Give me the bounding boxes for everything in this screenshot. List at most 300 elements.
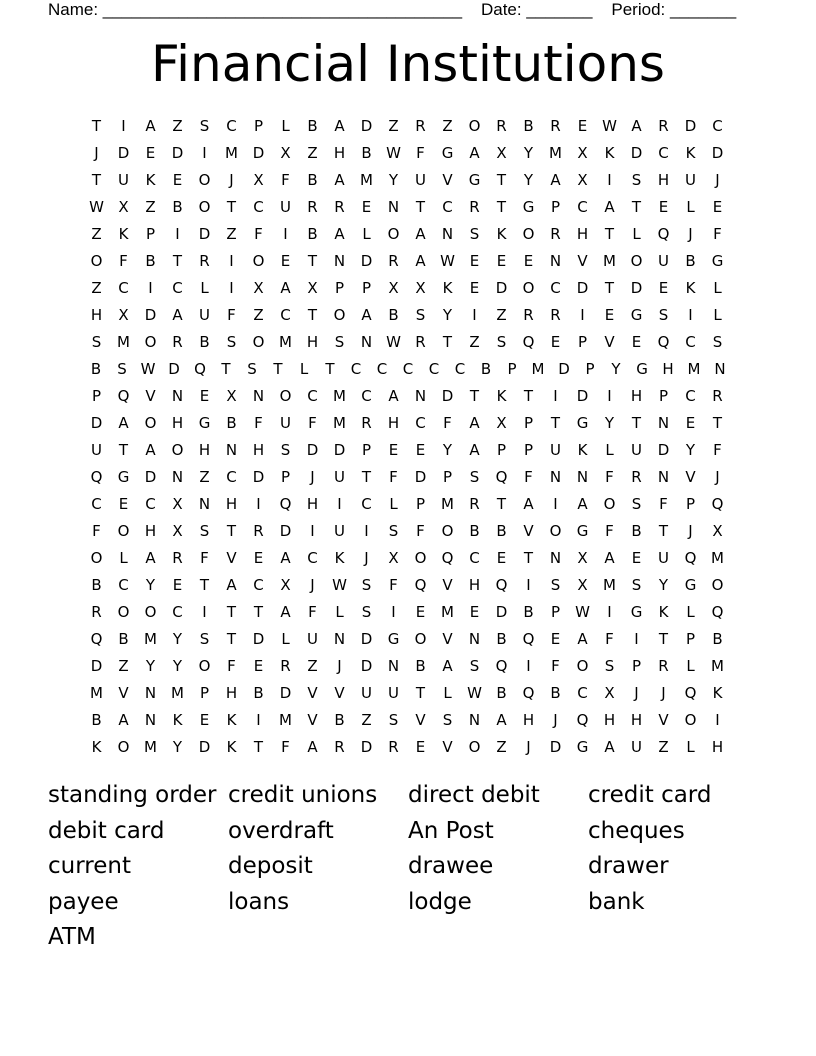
word-bank-item: drawer — [588, 853, 669, 880]
grid-letter: X — [172, 495, 183, 513]
grid-letter: L — [335, 603, 344, 621]
grid-letter: L — [686, 198, 695, 216]
grid-letter: P — [507, 360, 517, 378]
word-bank-item: debit card — [48, 817, 165, 844]
grid-letter: E — [469, 279, 480, 297]
grid-letter: V — [118, 684, 129, 702]
grid-letter: N — [360, 333, 373, 351]
grid-letter: K — [334, 549, 345, 567]
grid-letter: K — [685, 144, 696, 162]
grid-letter: N — [225, 441, 238, 459]
grid-letter: M — [687, 360, 701, 378]
grid-letter: H — [306, 333, 319, 351]
grid-letter: X — [388, 279, 399, 297]
grid-letter: O — [387, 225, 400, 243]
grid-letter: B — [480, 360, 492, 378]
grid-letter: U — [280, 198, 291, 216]
grid-letter: E — [658, 198, 669, 216]
grid-letter: E — [361, 198, 372, 216]
worksheet-header: Name: ______________________________________ Date: _______ Period: _______ — [48, 0, 737, 19]
grid-letter: E — [280, 252, 291, 270]
grid-letter: Y — [388, 171, 399, 189]
grid-letter: C — [454, 360, 466, 378]
grid-letter: P — [658, 387, 669, 405]
grid-letter: V — [442, 576, 453, 594]
grid-row — [83, 572, 733, 599]
grid-letter: X — [496, 414, 507, 432]
grid-letter: T — [604, 225, 615, 243]
grid-letter: S — [199, 117, 210, 135]
grid-letter: A — [307, 738, 318, 756]
grid-letter: F — [713, 441, 722, 459]
grid-letter: P — [280, 468, 291, 486]
grid-letter: D — [441, 387, 454, 405]
grid-letter: P — [361, 441, 372, 459]
grid-letter: M — [90, 684, 103, 702]
grid-letter: A — [604, 738, 615, 756]
grid-letter: F — [92, 522, 101, 540]
grid-letter: B — [334, 711, 345, 729]
grid-letter: N — [576, 468, 589, 486]
grid-letter: N — [714, 360, 726, 378]
grid-letter: J — [688, 225, 693, 243]
grid-letter: J — [634, 684, 639, 702]
grid-letter: J — [310, 468, 315, 486]
grid-letter: T — [523, 549, 534, 567]
grid-letter: Y — [611, 360, 621, 378]
grid-letter: N — [171, 468, 184, 486]
grid-letter: Z — [388, 117, 399, 135]
grid-letter: S — [550, 576, 561, 594]
grid-letter: Z — [307, 657, 318, 675]
grid-letter: O — [171, 441, 184, 459]
grid-letter: D — [495, 603, 508, 621]
grid-letter: Z — [91, 225, 102, 243]
grid-letter: M — [360, 171, 373, 189]
grid-letter: X — [307, 279, 318, 297]
word-bank-item: current — [48, 853, 131, 880]
grid-letter: R — [361, 414, 372, 432]
grid-letter: C — [361, 495, 372, 513]
grid-letter: D — [684, 117, 697, 135]
grid-letter: U — [550, 441, 561, 459]
grid-letter: T — [469, 387, 480, 405]
grid-letter: O — [333, 306, 346, 324]
grid-letter: I — [472, 306, 477, 324]
grid-letter: F — [416, 144, 425, 162]
grid-letter: Q — [657, 225, 670, 243]
grid-letter: M — [603, 576, 616, 594]
grid-letter: N — [468, 711, 481, 729]
grid-letter: R — [523, 306, 534, 324]
grid-letter: B — [91, 576, 102, 594]
grid-letter: R — [658, 657, 669, 675]
grid-letter: T — [658, 522, 669, 540]
grid-letter: E — [604, 306, 615, 324]
grid-letter: D — [360, 657, 373, 675]
grid-letter: X — [280, 144, 291, 162]
grid-row — [83, 275, 733, 302]
grid-letter: M — [441, 603, 454, 621]
grid-letter: N — [657, 414, 670, 432]
grid-letter: F — [713, 225, 722, 243]
grid-letter: P — [685, 495, 696, 513]
grid-letter: Y — [442, 306, 453, 324]
word-bank-item: deposit — [228, 853, 313, 880]
grid-letter: P — [253, 117, 264, 135]
grid-letter: D — [657, 441, 670, 459]
grid-letter: T — [199, 576, 210, 594]
grid-letter: E — [172, 171, 183, 189]
grid-letter: R — [388, 252, 399, 270]
grid-row — [83, 113, 733, 140]
grid-letter: C — [172, 603, 183, 621]
grid-letter: A — [118, 414, 129, 432]
grid-letter: L — [200, 279, 209, 297]
grid-letter: C — [428, 360, 440, 378]
grid-letter: W — [89, 198, 104, 216]
grid-letter: S — [199, 522, 210, 540]
grid-letter: A — [334, 171, 345, 189]
grid-letter: B — [415, 657, 426, 675]
grid-letter: M — [711, 549, 724, 567]
grid-letter: B — [145, 252, 156, 270]
grid-letter: S — [469, 657, 480, 675]
grid-letter: H — [468, 576, 481, 594]
grid-letter: X — [280, 576, 291, 594]
grid-row — [83, 329, 733, 356]
grid-letter: X — [253, 171, 264, 189]
grid-letter: Z — [658, 738, 669, 756]
grid-letter: O — [90, 549, 103, 567]
grid-letter: T — [361, 468, 372, 486]
grid-letter: T — [496, 171, 507, 189]
grid-letter: K — [226, 738, 237, 756]
grid-letter: B — [307, 117, 318, 135]
grid-letter: C — [550, 279, 561, 297]
grid-letter: J — [337, 657, 342, 675]
grid-letter: Q — [90, 468, 103, 486]
grid-letter: T — [91, 117, 102, 135]
grid-letter: O — [144, 333, 157, 351]
grid-letter: H — [630, 711, 643, 729]
grid-letter: Z — [442, 117, 453, 135]
grid-letter: N — [441, 225, 454, 243]
grid-letter: K — [118, 225, 129, 243]
grid-letter: E — [415, 441, 426, 459]
grid-letter: W — [602, 117, 617, 135]
grid-letter: B — [307, 225, 318, 243]
grid-letter: Q — [711, 495, 724, 513]
grid-letter: O — [117, 738, 130, 756]
grid-letter: R — [550, 306, 561, 324]
grid-letter: U — [388, 684, 399, 702]
grid-letter: H — [306, 495, 319, 513]
grid-letter: U — [334, 468, 345, 486]
grid-letter: O — [198, 657, 211, 675]
grid-letter: N — [333, 630, 346, 648]
grid-letter: E — [118, 495, 129, 513]
grid-letter: D — [495, 279, 508, 297]
grid-letter: T — [226, 603, 237, 621]
grid-letter: D — [333, 441, 346, 459]
grid-letter: E — [496, 549, 507, 567]
grid-letter: I — [607, 603, 612, 621]
grid-letter: D — [90, 414, 103, 432]
grid-letter: P — [631, 657, 642, 675]
grid-letter: T — [273, 360, 283, 378]
grid-letter: N — [333, 252, 346, 270]
grid-letter: E — [631, 549, 642, 567]
grid-letter: Z — [226, 225, 237, 243]
grid-letter: O — [576, 657, 589, 675]
grid-letter: S — [631, 576, 642, 594]
grid-letter: V — [226, 549, 237, 567]
grid-letter: Z — [172, 117, 183, 135]
grid-letter: W — [440, 252, 455, 270]
grid-letter: I — [580, 306, 585, 324]
word-bank-item: drawee — [408, 853, 494, 880]
grid-letter: A — [631, 117, 642, 135]
word-bank-item: overdraft — [228, 817, 334, 844]
grid-letter: Q — [90, 630, 103, 648]
grid-letter: T — [658, 630, 669, 648]
grid-letter: E — [253, 657, 264, 675]
grid-letter: U — [199, 306, 210, 324]
grid-letter: H — [387, 414, 400, 432]
grid-letter: A — [577, 630, 588, 648]
grid-letter: A — [469, 414, 480, 432]
grid-letter: N — [252, 387, 265, 405]
grid-row — [83, 491, 733, 518]
grid-letter: R — [415, 333, 426, 351]
grid-letter: Q — [279, 495, 292, 513]
grid-letter: D — [252, 144, 265, 162]
grid-letter: I — [607, 387, 612, 405]
grid-letter: S — [361, 576, 372, 594]
grid-letter: H — [333, 144, 346, 162]
grid-letter: E — [685, 414, 696, 432]
grid-letter: U — [658, 252, 669, 270]
grid-letter: V — [604, 333, 615, 351]
grid-letter: S — [415, 306, 426, 324]
grid-letter: O — [441, 522, 454, 540]
grid-letter: F — [389, 468, 398, 486]
grid-letter: H — [171, 414, 184, 432]
grid-letter: V — [685, 468, 696, 486]
grid-letter: L — [686, 738, 695, 756]
grid-letter: C — [226, 117, 237, 135]
grid-letter: B — [712, 630, 723, 648]
grid-letter: F — [227, 657, 236, 675]
grid-letter: K — [658, 603, 669, 621]
grid-letter: M — [441, 495, 454, 513]
grid-letter: A — [280, 279, 291, 297]
grid-letter: Q — [194, 360, 206, 378]
grid-letter: E — [415, 738, 426, 756]
grid-letter: N — [387, 198, 400, 216]
grid-letter: W — [467, 684, 482, 702]
grid-letter: N — [657, 468, 670, 486]
word-bank-item: ATM — [48, 924, 96, 951]
grid-letter: D — [549, 738, 562, 756]
grid-letter: E — [415, 603, 426, 621]
grid-letter: W — [140, 360, 156, 378]
grid-letter: J — [688, 522, 693, 540]
grid-letter: S — [496, 333, 507, 351]
grid-letter: I — [256, 711, 261, 729]
grid-letter: P — [442, 468, 453, 486]
grid-letter: A — [415, 252, 426, 270]
grid-letter: I — [202, 144, 207, 162]
grid-letter: V — [523, 522, 534, 540]
grid-letter: X — [226, 387, 237, 405]
grid-letter: C — [118, 279, 129, 297]
grid-letter: F — [227, 306, 236, 324]
grid-letter: X — [388, 549, 399, 567]
grid-letter: C — [118, 576, 129, 594]
grid-letter: L — [362, 225, 371, 243]
grid-letter: S — [117, 360, 127, 378]
grid-letter: Q — [495, 576, 508, 594]
grid-letter: D — [252, 630, 265, 648]
grid-row — [83, 734, 733, 761]
grid-letter: M — [117, 333, 130, 351]
grid-letter: M — [333, 387, 346, 405]
grid-letter: D — [711, 144, 724, 162]
grid-letter: M — [603, 252, 616, 270]
grid-letter: U — [631, 738, 642, 756]
grid-letter: R — [415, 117, 426, 135]
grid-letter: N — [549, 549, 562, 567]
grid-letter: O — [603, 495, 616, 513]
grid-letter: K — [91, 738, 102, 756]
grid-letter: V — [442, 738, 453, 756]
grid-letter: M — [144, 630, 157, 648]
grid-letter: G — [684, 576, 697, 594]
grid-letter: B — [199, 333, 210, 351]
grid-letter: D — [558, 360, 570, 378]
grid-letter: Q — [414, 576, 427, 594]
grid-row — [83, 437, 733, 464]
grid-letter: J — [715, 171, 720, 189]
grid-letter: L — [389, 495, 398, 513]
grid-letter: T — [221, 360, 231, 378]
grid-letter: L — [281, 117, 290, 135]
grid-letter: C — [658, 144, 669, 162]
grid-letter: V — [145, 387, 156, 405]
grid-letter: I — [688, 306, 693, 324]
grid-letter: Q — [576, 711, 589, 729]
grid-letter: R — [172, 333, 183, 351]
grid-letter: M — [144, 738, 157, 756]
grid-letter: S — [91, 333, 102, 351]
grid-letter: O — [522, 225, 535, 243]
grid-letter: H — [198, 441, 211, 459]
grid-letter: C — [91, 495, 102, 513]
grid-letter: C — [145, 495, 156, 513]
grid-letter: B — [226, 414, 237, 432]
grid-letter: O — [117, 522, 130, 540]
grid-letter: D — [168, 360, 180, 378]
word-bank-item: bank — [588, 888, 645, 915]
grid-letter: U — [361, 684, 372, 702]
grid-letter: P — [496, 441, 507, 459]
grid-letter: G — [117, 468, 130, 486]
grid-letter: E — [577, 117, 588, 135]
grid-letter: O — [468, 117, 481, 135]
grid-letter: K — [172, 711, 183, 729]
grid-letter: X — [253, 279, 264, 297]
grid-letter: Z — [91, 279, 102, 297]
grid-letter: X — [118, 306, 129, 324]
grid-letter: D — [171, 144, 184, 162]
grid-letter: P — [523, 441, 534, 459]
grid-letter: P — [361, 279, 372, 297]
grid-letter: Y — [604, 414, 615, 432]
grid-letter: H — [90, 306, 103, 324]
grid-letter: T — [226, 630, 237, 648]
grid-letter: K — [226, 711, 237, 729]
grid-letter: V — [442, 630, 453, 648]
grid-letter: M — [279, 333, 292, 351]
grid-row — [83, 302, 733, 329]
grid-letter: T — [631, 414, 642, 432]
grid-letter: B — [496, 522, 507, 540]
grid-letter: B — [90, 360, 102, 378]
grid-letter: G — [636, 360, 648, 378]
word-bank-item: lodge — [408, 888, 472, 915]
grid-letter: H — [603, 711, 616, 729]
grid-letter: P — [523, 414, 534, 432]
grid-letter: B — [496, 684, 507, 702]
grid-letter: B — [361, 144, 372, 162]
grid-letter: E — [523, 252, 534, 270]
grid-letter: T — [604, 279, 615, 297]
grid-letter: R — [631, 468, 642, 486]
grid-letter: O — [144, 414, 157, 432]
grid-letter: L — [281, 630, 290, 648]
grid-letter: Q — [711, 603, 724, 621]
grid-letter: S — [199, 630, 210, 648]
grid-letter: O — [549, 522, 562, 540]
grid-letter: Z — [199, 468, 210, 486]
grid-letter: C — [442, 198, 453, 216]
grid-row — [83, 140, 733, 167]
grid-row — [83, 383, 733, 410]
grid-letter: A — [145, 117, 156, 135]
grid-letter: F — [281, 738, 290, 756]
grid-letter: H — [576, 225, 589, 243]
grid-letter: L — [713, 306, 722, 324]
grid-letter: G — [576, 522, 589, 540]
grid-letter: O — [198, 171, 211, 189]
grid-letter: Z — [496, 306, 507, 324]
grid-letter: Y — [172, 657, 183, 675]
grid-letter: N — [468, 630, 481, 648]
grid-letter: A — [172, 306, 183, 324]
grid-letter: D — [360, 252, 373, 270]
grid-letter: W — [575, 603, 590, 621]
grid-row — [83, 626, 733, 653]
grid-row — [83, 248, 733, 275]
grid-letter: L — [686, 603, 695, 621]
grid-letter: O — [522, 279, 535, 297]
grid-letter: O — [90, 252, 103, 270]
grid-letter: I — [148, 279, 153, 297]
grid-letter: S — [658, 306, 669, 324]
grid-letter: I — [310, 522, 315, 540]
